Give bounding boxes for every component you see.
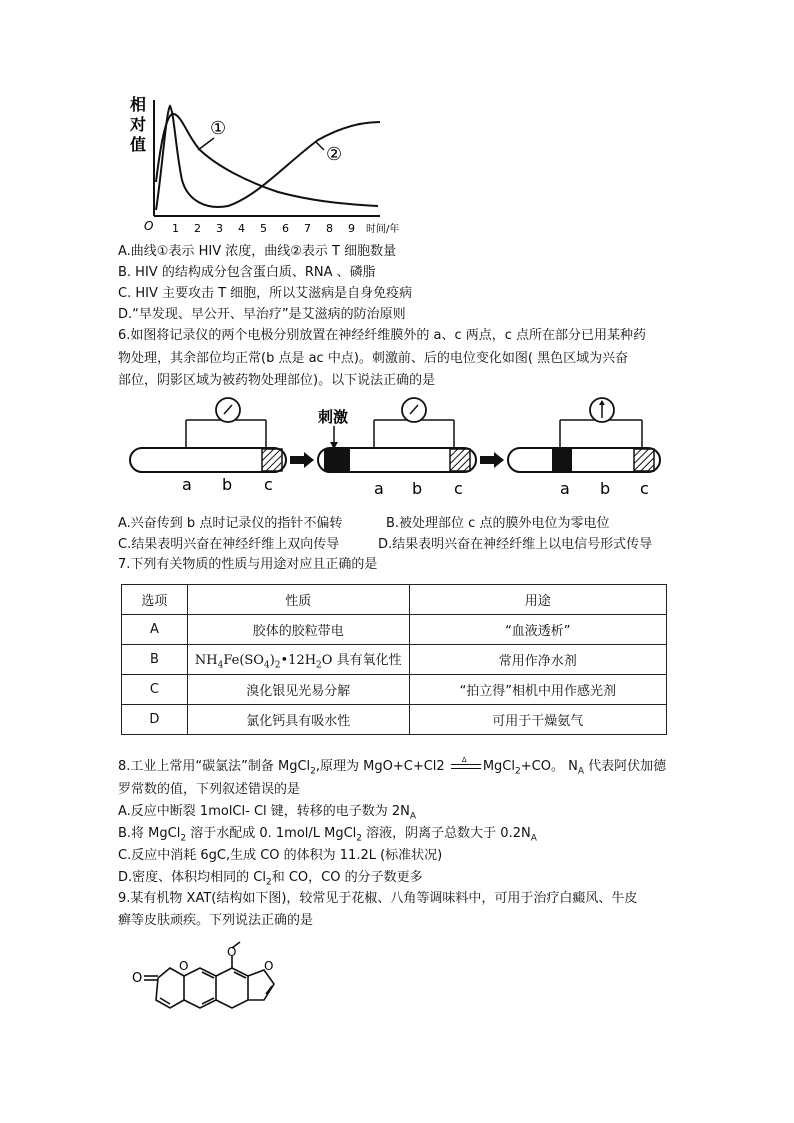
q8-option-a <box>118 803 416 826</box>
point-b: b <box>600 479 611 498</box>
q8-text: A.反应中断裂 1molCl- Cl 键，转移的电子数为 2N <box>118 804 410 819</box>
table-header-row <box>122 585 667 615</box>
atom-o-methoxy: O <box>227 945 237 959</box>
q8-text: B.将 MgCl <box>118 826 181 841</box>
treated-region <box>450 449 470 471</box>
curve-1-label: ① <box>210 118 227 139</box>
formula-text: NH <box>194 652 218 668</box>
q8-stem-line1 <box>118 755 667 781</box>
cell-property: 溴化银见光易分解 <box>187 675 409 705</box>
graph-ylabel-2: 对 <box>130 115 147 134</box>
q5-option-b: B. HIV 的结构成分包含蛋白质、RNA 、磷脂 <box>118 265 376 280</box>
point-c: c <box>264 475 273 494</box>
graph-x-ticks <box>172 222 355 235</box>
q6-option-c: C.结果表明兴奋在神经纤维上双向传导 <box>118 537 340 552</box>
formula-text: Fe(SO <box>223 652 264 668</box>
heat-mark: Δ <box>461 755 467 764</box>
q6-stem-line3: 部位，阴影区域为被药物处理部位)。以下说法正确的是 <box>118 373 436 388</box>
curve-2 <box>156 106 380 210</box>
point-c: c <box>454 479 463 498</box>
x-tick: 2 <box>194 222 201 235</box>
formula-text: ) <box>269 652 275 668</box>
table-row <box>122 645 667 675</box>
x-tick: 1 <box>172 222 179 235</box>
cell-use: 可用于干燥氨气 <box>409 705 666 735</box>
point-c: c <box>640 479 649 498</box>
fiber-before <box>130 398 286 494</box>
q8-sub: A <box>409 811 417 822</box>
x-tick: 9 <box>348 222 355 235</box>
fiber-stimulated <box>318 398 476 498</box>
header-use: 用途 <box>409 585 666 615</box>
excited-region <box>552 449 572 471</box>
q8-option-d <box>118 869 423 892</box>
header-property: 性质 <box>187 585 409 615</box>
q8-sub: A <box>530 833 537 844</box>
treated-region <box>262 449 282 471</box>
fiber-after <box>508 398 660 498</box>
q8-sub: 2 <box>356 833 363 844</box>
cell-use: 常用作净水剂 <box>409 645 666 675</box>
q8-text: 溶液，阴离子总数大于 0.2N <box>362 826 531 841</box>
q8-text: 和 CO，CO 的分子数更多 <box>271 870 423 885</box>
curve-2-label: ② <box>326 144 343 165</box>
q6-option-b: B.被处理部位 c 点的膜外电位为零电位 <box>386 516 610 531</box>
q9-stem-line2: 癣等皮肤顽疾。下列说法正确的是 <box>118 913 314 928</box>
reaction-arrow <box>449 755 483 773</box>
atom-o-ring: O <box>179 959 189 973</box>
x-tick: 5 <box>260 222 267 235</box>
point-a: a <box>560 479 570 498</box>
q5-option-d: D.“早发现、早公开、早治疗”是艾滋病的防治原则 <box>118 307 406 322</box>
point-b: b <box>222 475 233 494</box>
x-tick: 8 <box>326 222 333 235</box>
treated-region <box>634 449 654 471</box>
equals-bar <box>451 764 481 765</box>
cell-option: D <box>122 705 188 735</box>
q6-stem-line1: 6.如图将记录仪的两个电极分别放置在神经纤维膜外的 a、c 两点，c 点所在部分已用某种药 <box>118 328 647 343</box>
q7-stem: 7.下列有关物质的性质与用途对应且正确的是 <box>118 557 378 572</box>
cell-property <box>187 645 409 675</box>
q6-option-a: A.兴奋传到 b 点时记录仪的指针不偏转 <box>118 516 343 531</box>
cell-option: A <box>122 615 188 645</box>
point-a: a <box>374 479 384 498</box>
table-row <box>122 675 667 705</box>
stimulus-label: 刺激 <box>318 408 349 426</box>
cell-use: “拍立得”相机中用作感光剂 <box>409 675 666 705</box>
cell-property: 氯化钙具有吸水性 <box>187 705 409 735</box>
table-row <box>122 615 667 645</box>
q6-stem-line2: 物处理，其余部位均正常(b 点是 ac 中点)。刺激前、后的电位变化如图( 黑色区域为兴奋 <box>118 351 629 366</box>
q9-stem-line1: 9.某有机物 XAT(结构如下图)，较常见于花椒、八角等调味料中，可用于治疗白癜风、牛皮 <box>118 891 638 906</box>
cell-option: C <box>122 675 188 705</box>
graph-xlabel: 时间/年 <box>366 224 400 235</box>
graph-ylabel-1: 相 <box>130 95 147 114</box>
q8-sub: A <box>577 766 584 777</box>
formula-sub: 4 <box>217 660 224 671</box>
x-tick: 7 <box>304 222 311 235</box>
q8-sub: 2 <box>180 833 187 844</box>
q8-text: D.密度、体积均相同的 Cl <box>118 870 266 885</box>
table-row <box>122 705 667 735</box>
cell-option: B <box>122 645 188 675</box>
q8-option-b <box>118 825 537 848</box>
cell-property: 胶体的胶粒带电 <box>187 615 409 645</box>
cell-use: “血液透析” <box>409 615 666 645</box>
q8-option-c: C.反应中消耗 6gC,生成 CO 的体积为 11.2L (标准状况) <box>118 848 443 863</box>
q8-text: 代表阿伏加德 <box>583 759 667 774</box>
formula-sub: 2 <box>274 660 281 671</box>
equals-bar <box>451 768 481 769</box>
structure-bonds <box>144 942 274 1008</box>
q8-text: 溶于水配成 0. 1mol/L MgCl <box>186 826 357 841</box>
graph-ylabel-3: 值 <box>130 135 147 154</box>
xat-structure <box>118 940 328 1035</box>
q8-text: 8.工业上常用“碳氯法”制备 MgCl <box>118 759 311 774</box>
q8-text: +CO。 N <box>520 759 578 774</box>
x-tick: 4 <box>238 222 245 235</box>
q8-sub: 2 <box>265 877 272 888</box>
nerve-fiber-diagram <box>118 392 678 510</box>
q8-text: MgCl <box>482 759 516 774</box>
curve-2-leader <box>316 142 324 150</box>
q8-sub: 2 <box>310 766 316 777</box>
q8-sub: 2 <box>515 766 521 777</box>
atom-o-carbonyl: O <box>132 971 143 986</box>
atom-o-furan: O <box>264 959 274 973</box>
hiv-graph <box>118 92 418 242</box>
formula-sub: 2 <box>316 660 322 671</box>
excited-region <box>324 449 350 471</box>
point-b: b <box>412 479 423 498</box>
arrow-right <box>290 452 314 468</box>
q5-option-a: A.曲线①表示 HIV 浓度，曲线②表示 T 细胞数量 <box>118 244 397 259</box>
formula-sub: 4 <box>263 660 270 671</box>
x-tick: 3 <box>216 222 223 235</box>
header-option: 选项 <box>122 585 188 615</box>
formula-text: •12H <box>280 652 317 668</box>
q6-option-d: D.结果表明兴奋在神经纤维上以电信号形式传导 <box>378 537 653 552</box>
q5-option-c: C. HIV 主要攻击 T 细胞，所以艾滋病是自身免疫病 <box>118 286 413 301</box>
q7-table <box>121 584 667 735</box>
q8-text: ,原理为 MgO+C+Cl2 <box>315 759 445 774</box>
point-a: a <box>182 475 192 494</box>
graph-origin: O <box>144 219 154 233</box>
x-tick: 6 <box>282 222 289 235</box>
arrow-right <box>480 452 504 468</box>
formula-text: O 具有氧化性 <box>321 652 402 668</box>
q8-stem-line2: 罗常数的值，下列叙述错误的是 <box>118 782 301 797</box>
curve-1-leader <box>198 138 214 150</box>
